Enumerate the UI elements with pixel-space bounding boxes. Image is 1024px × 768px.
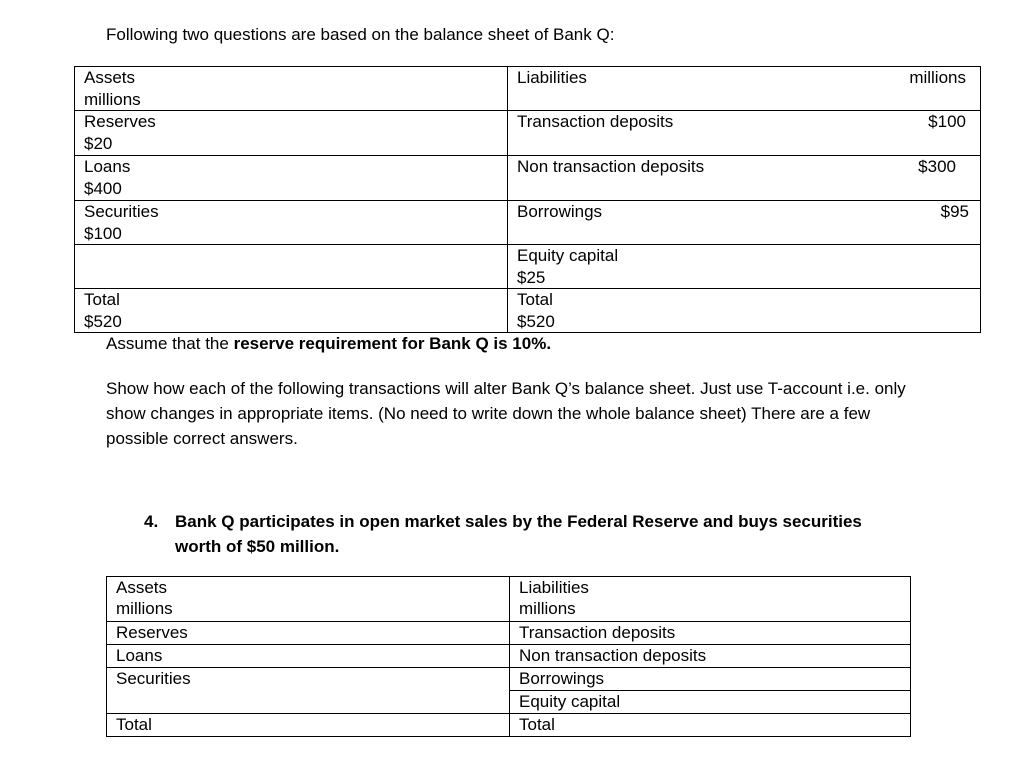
liability-value: $95 [940,202,969,221]
equity-value: $25 [517,267,546,287]
table-row [75,201,981,245]
liability-label: Borrowings [517,202,603,221]
total-row [107,714,911,737]
liability-label: Transaction deposits [517,112,674,131]
bank-q-balance-sheet [74,66,981,333]
assets-header: Assets [116,578,168,597]
liabilities-unit: millions [909,68,966,87]
liability-cell[interactable]: Transaction deposits [510,622,911,645]
asset-cell[interactable] [107,691,510,714]
assets-unit: millions [116,599,173,618]
liability-label: Non transaction deposits [517,157,705,176]
asset-cell[interactable]: Reserves [107,622,510,645]
table-row [107,691,911,714]
assumption-bold: reserve requirement for Bank Q is 10%. [233,334,552,353]
assets-header: Assets [84,68,136,87]
total-label: Total [84,290,120,309]
question-4 [144,509,904,559]
total-assets-value: $520 [84,311,122,331]
table-row [107,645,911,668]
asset-value: $400 [84,178,122,198]
liability-value: $100 [928,112,966,131]
total-label: Total [517,290,553,309]
liability-cell[interactable]: Non transaction deposits [510,645,911,668]
total-liabilities-value: $520 [517,311,555,331]
liabilities-header: Liabilities [517,68,587,87]
asset-value: $100 [84,223,122,243]
asset-label: Reserves [84,112,156,131]
asset-label: Loans [84,157,131,176]
assumption-prefix: Assume that the [106,334,234,353]
total-label: Total [510,714,911,737]
liability-cell[interactable]: Borrowings [510,668,911,691]
instructions-text: Show how each of the following transactions will alter Bank Q’s balance sheet. Just use T-account i.e. only show changes in appropriate items. (No need to write down the whole balance sheet) There are a few possible correct answers. [106,379,906,448]
asset-cell[interactable]: Loans [107,645,510,668]
liabilities-header: Liabilities [519,578,589,597]
table-row [75,111,981,156]
asset-label: Securities [84,202,159,221]
equity-label: Equity capital [517,246,619,265]
asset-value: $20 [84,133,113,153]
total-label: Total [107,714,510,737]
liability-value: $300 [918,157,956,176]
question-text: Bank Q participates in open market sales by the Federal Reserve and buys securities worth of $50 million. [175,512,862,556]
question-number: 4. [144,512,159,531]
liabilities-unit: millions [519,599,576,618]
asset-cell[interactable]: Securities [107,668,510,691]
table-row [75,156,981,201]
liability-cell[interactable]: Equity capital [510,691,911,714]
table-row [107,622,911,645]
total-row [75,289,981,333]
table-row [107,668,911,691]
t-account-header-row [107,577,911,622]
assets-unit: millions [84,89,141,109]
assumption-text [106,333,551,355]
intro-text: Following two questions are based on the balance sheet of Bank Q: [106,25,615,44]
balance-sheet-header-row [75,67,981,111]
table-row [75,245,981,289]
t-account-table [106,576,911,737]
